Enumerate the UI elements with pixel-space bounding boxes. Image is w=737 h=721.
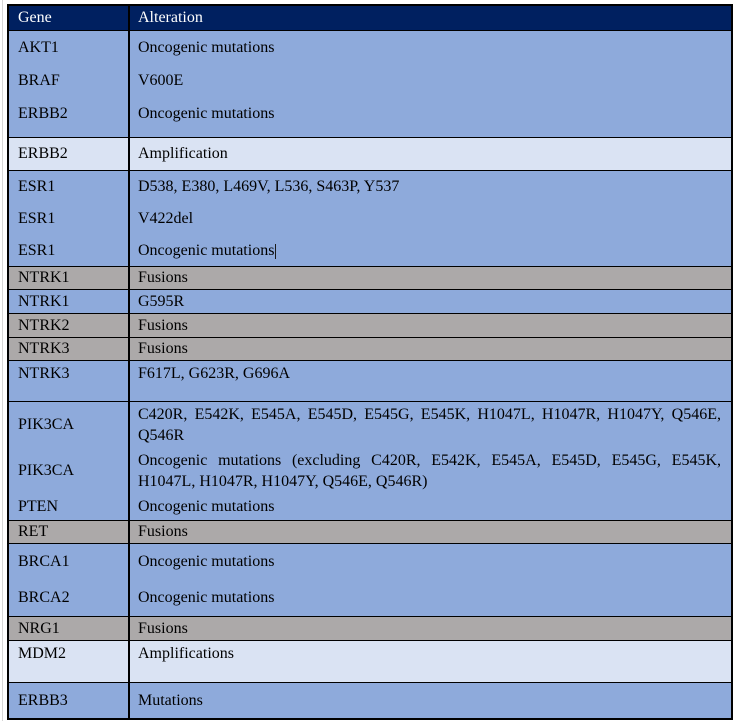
alteration-column [130,617,731,640]
gene-cell[interactable]: BRAF [18,71,60,89]
row-ntrk2-fusions [9,313,731,337]
header-gene-cell [9,6,130,30]
row-group-esr1 [9,170,731,266]
gene-column [9,138,130,170]
alteration-cell[interactable]: Amplifications [138,645,234,662]
alteration-cell[interactable]: V600E [138,71,184,89]
gene-column [9,171,130,266]
gene-column [9,267,130,289]
alteration-cell[interactable]: G595R [138,292,185,310]
gene-cell[interactable]: NTRK3 [18,340,70,357]
gene-cell[interactable]: NTRK1 [18,292,70,310]
row-nrg1-fusions [9,616,731,640]
row-ret-fusions [9,520,731,543]
row-mdm2-amplifications [9,640,731,682]
alteration-column [130,171,731,266]
gene-cell[interactable]: NRG1 [18,619,60,637]
alteration-column [130,290,731,313]
gene-cell[interactable]: ESR1 [18,210,56,227]
alteration-column [130,338,731,360]
header-alteration-cell [130,6,731,30]
alteration-cell[interactable]: Oncogenic mutations [138,589,275,606]
gene-cell[interactable]: ESR1 [18,178,56,195]
alteration-column [130,521,731,543]
alteration-column [130,402,731,520]
gene-column [9,31,130,137]
alteration-cell[interactable]: Oncogenic mutations (excluding C420R, E542K, E545A, E545D, E545G, E545K, H1047L, H1047R, H1047Y, Q546E, Q546R) [138,452,721,490]
row-erbb2-amplification [9,137,731,170]
gene-cell[interactable]: ESR1 [18,242,56,259]
table-header-row [9,6,731,30]
alteration-cell[interactable]: Fusions [138,619,188,637]
alteration-cell[interactable]: Fusions [138,340,188,357]
header-gene-label: Gene [18,9,52,26]
alteration-text: Oncogenic mutations [138,242,275,259]
alteration-cell[interactable]: Mutations [138,691,203,709]
row-ntrk3-mutations [9,360,731,401]
gene-column [9,314,130,337]
gene-cell[interactable]: PIK3CA [18,416,75,433]
row-erbb3-mutations [9,682,731,718]
alteration-column [130,267,731,289]
alteration-cell[interactable]: D538, E380, L469V, L536, S463P, Y537 [138,178,400,195]
alteration-cell[interactable]: Oncogenic mutations [138,553,275,570]
alteration-column [130,138,731,170]
gene-column [9,338,130,360]
gene-cell[interactable]: MDM2 [18,645,67,662]
alteration-column [130,641,731,682]
row-ntrk1-g595r [9,289,731,313]
alteration-cell[interactable]: Oncogenic mutations [138,38,275,56]
gene-cell[interactable]: ERBB2 [18,145,68,162]
gene-alteration-table [7,4,733,720]
alteration-column [130,544,731,616]
alteration-cell[interactable]: Fusions [138,316,188,334]
alteration-column [130,683,731,718]
text-cursor [275,244,276,259]
gene-column [9,290,130,313]
row-ntrk1-fusions [9,266,731,289]
gene-cell[interactable]: RET [18,523,49,540]
alteration-cell[interactable] [130,235,731,266]
alteration-cell[interactable]: Oncogenic mutations [138,104,275,122]
alteration-column [130,314,731,337]
row-ntrk3-fusions [9,337,731,360]
alteration-cell[interactable]: Amplification [138,145,228,162]
row-group-akt1-braf-erbb2 [9,30,731,137]
gene-column [9,521,130,543]
gene-column [9,544,130,616]
gene-cell[interactable]: PTEN [18,498,58,515]
row-group-pik3ca-pten [9,401,731,520]
gene-column [9,402,130,520]
gene-cell[interactable]: ERBB2 [18,104,68,122]
gene-cell[interactable]: BRCA1 [18,553,70,570]
alteration-cell[interactable]: F617L, G623R, G696A [138,365,291,382]
alteration-column [130,31,731,137]
gene-cell[interactable]: BRCA2 [18,589,70,606]
gene-column [9,641,130,682]
alteration-cell[interactable]: Fusions [138,269,188,286]
alteration-cell[interactable]: C420R, E542K, E545A, E545D, E545G, E545K, H1047L, H1047R, H1047Y, Q546E, Q546R [138,406,721,444]
gene-cell[interactable]: NTRK3 [18,365,70,382]
alteration-cell[interactable]: Fusions [138,523,188,540]
gene-cell[interactable]: NTRK1 [18,269,70,286]
page-edge-line [2,0,3,721]
gene-column [9,617,130,640]
gene-cell[interactable]: AKT1 [18,38,59,56]
gene-cell[interactable]: ERBB3 [18,691,68,709]
alteration-cell[interactable]: V422del [138,210,194,227]
gene-cell[interactable]: NTRK2 [18,316,70,334]
alteration-column [130,361,731,401]
gene-column [9,683,130,718]
header-alteration-label: Alteration [138,9,203,26]
alteration-cell[interactable]: Oncogenic mutations [138,498,275,515]
gene-column [9,361,130,401]
gene-cell[interactable]: PIK3CA [18,462,75,479]
row-group-brca [9,543,731,616]
